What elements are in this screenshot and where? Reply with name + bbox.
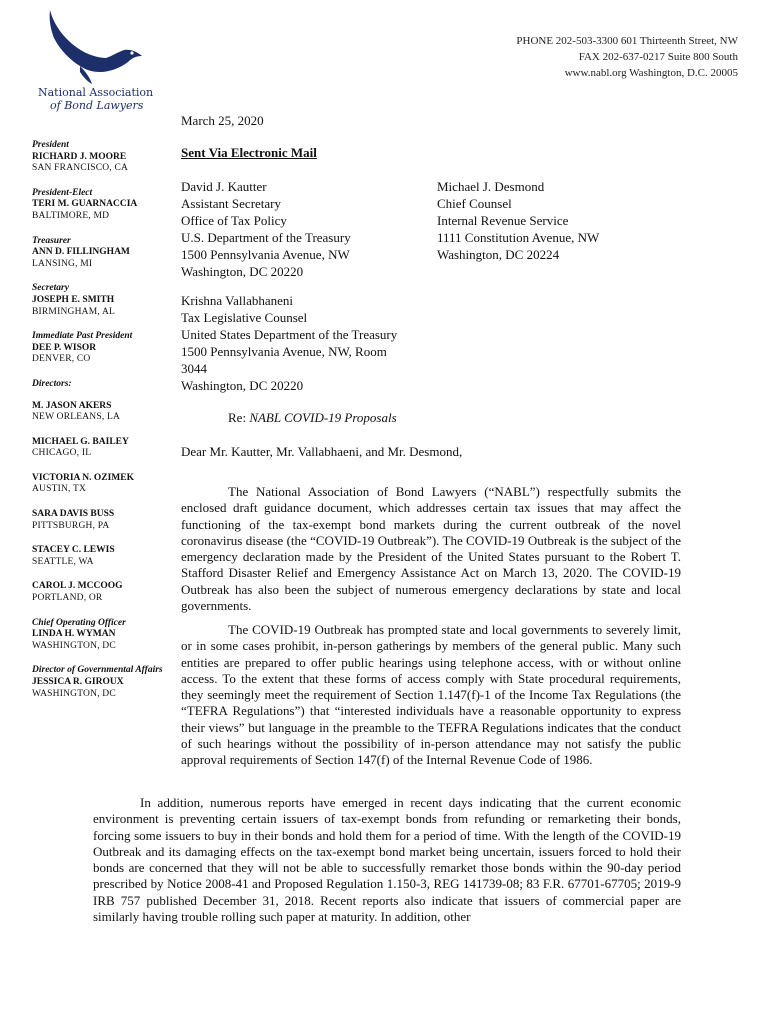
body-paragraph-1: The National Association of Bond Lawyers (“NABL”) respectfully submits the enclosed draft guidance document, which addresses certain tax issues that may affect the functioning of the tax-exempt bond markets during the current outbreak of the novel coronavirus disease (the “COVID-19 Outbreak”). The COVID-19 Outbreak is the subject of the emergency declaration made by the President of the United States pursuant to the Robert T. Stafford Disaster Relief and Emergency Assistance Act on March 13, 2020. The COVID-19 Outbreak has also been the subject of numerous emergency declarations by state and local governments.: [181, 484, 681, 614]
address-line: U.S. Department of the Treasury: [181, 230, 351, 245]
address-line: 1500 Pennsylvania Avenue, NW: [181, 247, 350, 262]
officer-role: President: [32, 140, 69, 150]
director-name: STACEY C. LEWIS: [32, 545, 115, 556]
org-name-line1: National Association: [38, 86, 154, 99]
director-entry: [32, 401, 167, 424]
letter-date: March 25, 2020: [181, 113, 264, 128]
contact-block: [516, 33, 738, 81]
org-name-line2: of Bond Lawyers: [50, 99, 144, 112]
director-city: AUSTIN, TX: [32, 484, 87, 495]
director-city: NEW ORLEANS, LA: [32, 412, 121, 423]
address-line: Washington, DC 20220: [181, 264, 304, 279]
address-line: Assistant Secretary: [181, 196, 282, 211]
address-line: 1500 Pennsylvania Avenue, NW, Room: [181, 344, 387, 359]
director-city: PITTSBURGH, PA: [32, 520, 110, 531]
officer-name: RICHARD J. MOORE: [32, 151, 127, 162]
officer-entry: [32, 665, 167, 700]
officer-city: SAN FRANCISCO, CA: [32, 163, 129, 174]
directors-heading: Directors:: [32, 378, 72, 389]
contact-web-line: www.nabl.org Washington, D.C. 20005: [564, 67, 738, 79]
officer-city: BALTIMORE, MD: [32, 210, 110, 221]
address-line: United States Department of the Treasury: [181, 327, 398, 342]
officers-sidebar: [32, 140, 167, 713]
officer-name: JESSICA R. GIROUX: [32, 677, 124, 687]
address-line: Washington, DC 20220: [181, 378, 304, 393]
officer-name: ANN D. FILLINGHAM: [32, 247, 130, 258]
officer-name: DEE P. WISOR: [32, 342, 97, 353]
officer-entry: [32, 618, 167, 653]
re-subject: NABL COVID-19 Proposals: [249, 410, 397, 425]
director-name: MICHAEL G. BAILEY: [32, 436, 129, 447]
re-line: [228, 410, 397, 426]
body-paragraph-2: The COVID-19 Outbreak has prompted state and local governments to severely limit, or in some cases prohibit, in-person gatherings by members of the general public. Many such entities are prepared to offer public hearings using telephone access, with or without online access. To the extent that these forms of access comply with State procedural requirements, they seemingly meet the requirement of Section 1.147(f)-1 of the Income Tax Regulations (the “TEFRA Regulations”) that “interested individuals have a reasonable opportunity to express their views” but language in the preamble to the TEFRA Regulations indicates that the conduct of such hearings without the possibility of in-person attendance may not satisfy the public approval requirements of Section 147(f) of the Internal Revenue Code of 1986.: [181, 622, 681, 768]
director-entry: [32, 581, 167, 604]
officer-city: BIRMINGHAM, AL: [32, 306, 116, 317]
body-paragraph-3: In addition, numerous reports have emerged in recent days indicating that the current economic environment is preventing certain issuers of tax-exempt bonds from refunding or remarketing their bonds, forcing some issuers to buy in their bonds and hold them for a period of time. With the length of the COVID-19 Outbreak and its damaging effects on the tax-exempt bond market being uncertain, issuers forced to hold their bonds are concerned that they will not be able to successfully remarket those bonds within the 90-day period prescribed by Notice 2008-41 and Proposed Regulation 1.150-3, REG 141739-08; 83 F.R. 67701-67705; 2019-9 IRB 757 published December 31, 2018. Recent reports also indicate that issuers of commercial paper are similarly having trouble rolling such paper at maturity. In addition, other: [93, 795, 681, 925]
director-entry: [32, 473, 167, 496]
officer-role: Director of Governmental Affairs: [32, 665, 163, 676]
directors-heading-entry: [32, 379, 167, 391]
director-entry: [32, 437, 167, 460]
contact-fax-line: FAX 202-637-0217 Suite 800 South: [578, 51, 738, 63]
director-entry: [32, 545, 167, 568]
address-line: Michael J. Desmond: [437, 179, 545, 194]
officer-role: Treasurer: [32, 235, 71, 246]
director-name: M. JASON AKERS: [32, 400, 112, 411]
addressee-desmond: [437, 178, 599, 263]
officer-role: Immediate Past President: [32, 331, 133, 342]
officer-city: WASHINGTON, DC: [32, 688, 116, 699]
director-name: VICTORIA N. OZIMEK: [32, 472, 134, 483]
salutation: Dear Mr. Kautter, Mr. Vallabhaeni, and Mr. Desmond,: [181, 444, 463, 459]
address-line: Krishna Vallabhaneni: [181, 293, 294, 308]
officer-city: DENVER, CO: [32, 354, 91, 365]
officer-entry: [32, 188, 167, 223]
address-line: 3044: [181, 361, 207, 376]
director-entry: [32, 509, 167, 532]
officer-entry: [32, 283, 167, 318]
address-line: David J. Kautter: [181, 179, 267, 194]
director-city: SEATTLE, WA: [32, 556, 94, 567]
contact-phone-line: PHONE 202-503-3300 601 Thirteenth Street, NW: [516, 35, 738, 47]
re-prefix: Re:: [228, 410, 250, 425]
officer-name: TERI M. GUARNACCIA: [32, 199, 138, 210]
officer-role: Secretary: [32, 283, 69, 294]
addressee-vallabhaneni: [181, 292, 431, 394]
address-line: Office of Tax Policy: [181, 213, 287, 228]
address-line: Tax Legislative Counsel: [181, 310, 308, 325]
director-city: PORTLAND, OR: [32, 593, 103, 604]
address-line: 1111 Constitution Avenue, NW: [437, 230, 600, 245]
delivery-method: Sent Via Electronic Mail: [181, 145, 317, 160]
officer-entry: [32, 331, 167, 366]
director-name: SARA DAVIS BUSS: [32, 509, 115, 520]
nabl-eagle-logo: [40, 6, 150, 91]
addressee-kautter: [181, 178, 351, 280]
director-city: CHICAGO, IL: [32, 448, 92, 459]
officer-city: LANSING, MI: [32, 258, 93, 269]
director-name: CAROL J. MCCOOG: [32, 581, 123, 592]
address-line: Internal Revenue Service: [437, 213, 569, 228]
address-line: Chief Counsel: [437, 196, 512, 211]
officer-entry: [32, 140, 167, 175]
officer-role: President-Elect: [32, 187, 93, 198]
officer-role: Chief Operating Officer: [32, 617, 126, 628]
officer-name: LINDA H. WYMAN: [32, 629, 116, 640]
officer-name: JOSEPH E. SMITH: [32, 294, 115, 305]
address-line: Washington, DC 20224: [437, 247, 560, 262]
officer-city: WASHINGTON, DC: [32, 640, 116, 651]
officer-entry: [32, 236, 167, 271]
